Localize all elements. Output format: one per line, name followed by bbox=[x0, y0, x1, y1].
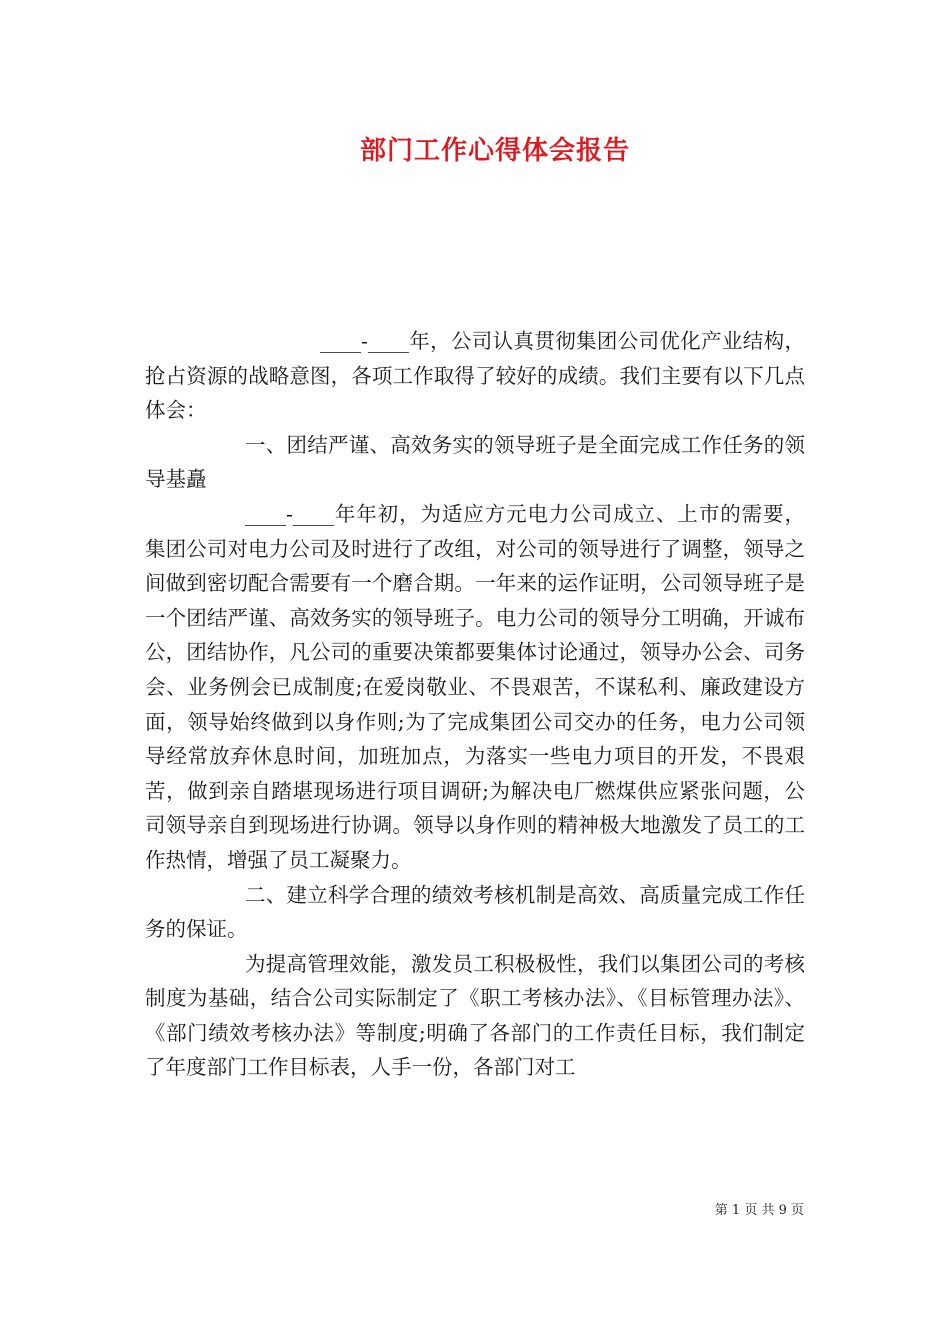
paragraph-body-2: 为提高管理效能，激发员工积极极性，我们以集团公司的考核制度为基础，结合公司实际制定了《职工考核办法》、《目标管理办法》、《部门绩效考核办法》等制度;明确了各部门的工作责任目标，我们制定了年度部门工作目标表，人手一份，各部门对工 bbox=[145, 951, 805, 1080]
document-body bbox=[145, 324, 805, 1085]
paragraph-heading-1: 一、团结严谨、高效务实的领导班子是全面完成工作任务的领导基矗 bbox=[145, 432, 805, 492]
paragraph-intro: ____-____年，公司认真贯彻集团公司优化产业结构，抢占资源的战略意图，各项工作取得了较好的成绩。我们主要有以下几点体会： bbox=[145, 329, 805, 423]
paragraph-heading-2: 二、建立科学合理的绩效考核机制是高效、高质量完成工作任务的保证。 bbox=[145, 882, 805, 942]
paragraph-body-1: ____-____年年初，为适应方元电力公司成立、上市的需要，集团公司对电力公司及时进行了改组，对公司的领导进行了调整，领导之间做到密切配合需要有一个磨合期。一年来的运作证明，公司领导班子是一个团结严谨、高效务实的领导班子。电力公司的领导分工明确，开诚布公，团结协作，凡公司的重要决策都要集体讨论通过，领导办公会、司务会、业务例会已成制度;在爱岗敬业、不畏艰苦，不谋私利、廉政建设方面，领导始终做到以身作则;为了完成集团公司交办的任务，电力公司领导经常放弃休息时间，加班加点，为落实一些电力项目的开发，不畏艰苦，做到亲自踏堪现场进行项目调研;为解决电厂燃煤供应紧张问题，公司领导亲自到现场进行协调。领导以身作则的精神极大地激发了员工的工作热情，增强了员工凝聚力。 bbox=[145, 501, 805, 872]
page-number-footer: 第 1 页 共 9 页 bbox=[714, 1203, 804, 1218]
document-title: 部门工作心得体会报告 bbox=[359, 136, 630, 166]
